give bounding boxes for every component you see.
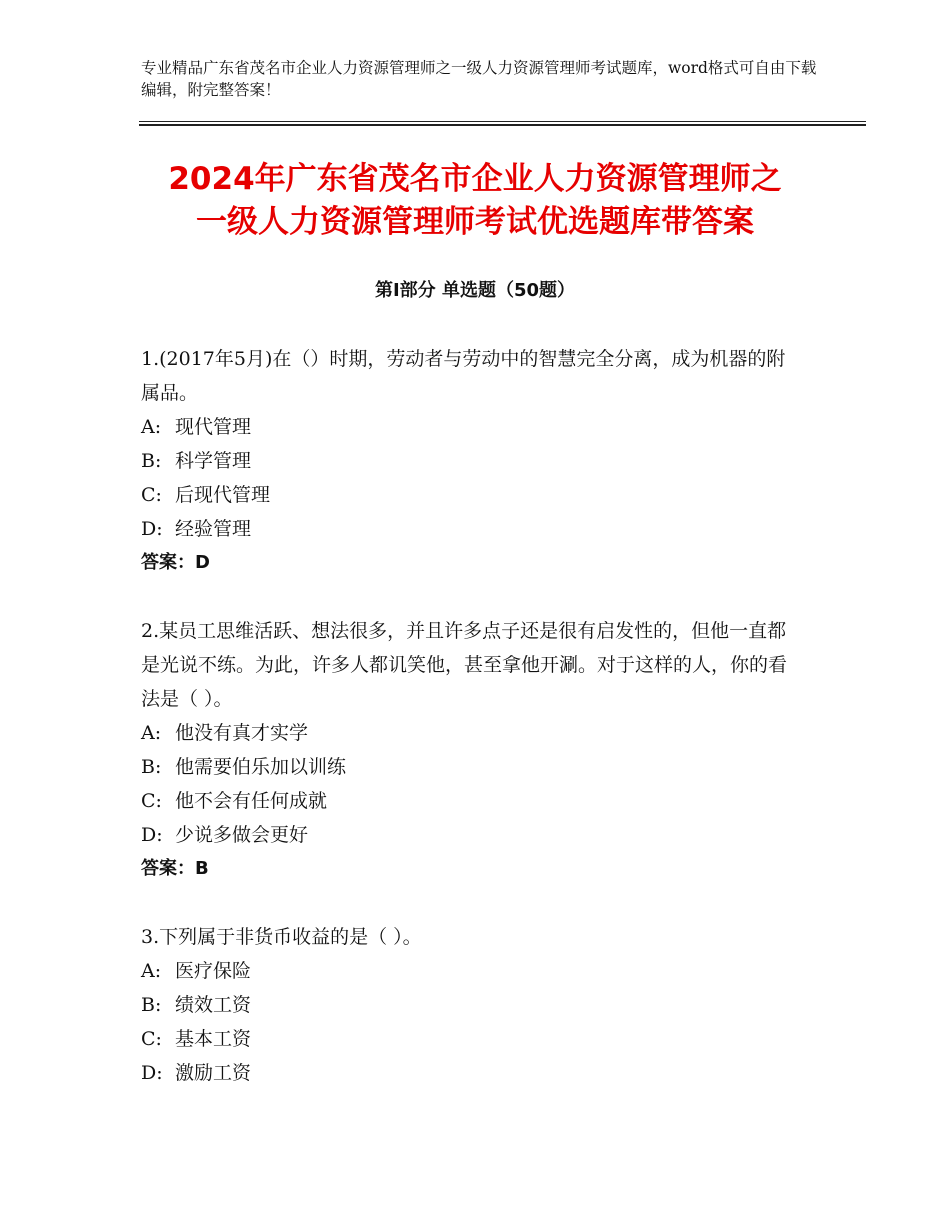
option-text: 后现代管理 [175, 484, 271, 506]
question-item [141, 920, 801, 1090]
question-stem: 2.某员工思维活跃、想法很多，并且许多点子还是很有启发性的，但他一直都是光说不练。为此，许多人都讥笑他，甚至拿他开涮。对于这样的人，你的看法是（ ）。 [141, 620, 788, 710]
option-a [141, 410, 801, 444]
option-text: 科学管理 [175, 450, 252, 472]
option-letter: D: [141, 518, 163, 540]
option-text: 激励工资 [175, 1062, 252, 1084]
option-d [141, 1056, 801, 1090]
option-text: 医疗保险 [175, 960, 252, 982]
document-title [100, 158, 850, 244]
option-d [141, 512, 801, 546]
option-letter: D: [141, 824, 163, 846]
option-a [141, 716, 801, 750]
option-text: 绩效工资 [175, 994, 252, 1016]
option-c [141, 1022, 801, 1056]
header-rule-thick [139, 124, 866, 126]
option-text: 他不会有任何成就 [175, 790, 328, 812]
option-letter: A: [141, 722, 162, 744]
answer-line: 答案：B [141, 858, 209, 879]
option-text: 经验管理 [175, 518, 252, 540]
header-rule-thin [139, 121, 866, 122]
option-letter: B: [141, 450, 162, 472]
option-c [141, 784, 801, 818]
option-letter: C: [141, 790, 162, 812]
question-list [141, 342, 801, 1124]
option-a [141, 954, 801, 988]
option-text: 少说多做会更好 [175, 824, 309, 846]
option-c [141, 478, 801, 512]
question-stem: 1.(2017年5月)在（）时期，劳动者与劳动中的智慧完全分离，成为机器的附属品。 [141, 348, 786, 404]
option-letter: A: [141, 416, 162, 438]
option-letter: A: [141, 960, 162, 982]
question-item [141, 342, 801, 580]
option-letter: C: [141, 484, 162, 506]
option-text: 现代管理 [175, 416, 252, 438]
header-note: 专业精品广东省茂名市企业人力资源管理师之一级人力资源管理师考试题库，word格式可自由下载编辑，附完整答案！ [141, 59, 817, 99]
option-letter: C: [141, 1028, 162, 1050]
option-letter: B: [141, 756, 162, 778]
answer-line: 答案：D [141, 552, 210, 573]
option-text: 他需要伯乐加以训练 [175, 756, 347, 778]
option-letter: D: [141, 1062, 163, 1084]
section-title: 第Ⅰ部分 单选题（50题） [374, 280, 575, 301]
option-b [141, 988, 801, 1022]
option-b [141, 750, 801, 784]
option-text: 他没有真才实学 [175, 722, 309, 744]
question-item [141, 614, 801, 886]
option-d [141, 818, 801, 852]
question-stem: 3.下列属于非货币收益的是（ ）。 [141, 926, 422, 948]
title-line-2: 一级人力资源管理师考试优选题库带答案 [196, 204, 754, 240]
option-b [141, 444, 801, 478]
title-line-1: 2024年广东省茂名市企业人力资源管理师之 [168, 161, 782, 197]
option-letter: B: [141, 994, 162, 1016]
option-text: 基本工资 [175, 1028, 252, 1050]
